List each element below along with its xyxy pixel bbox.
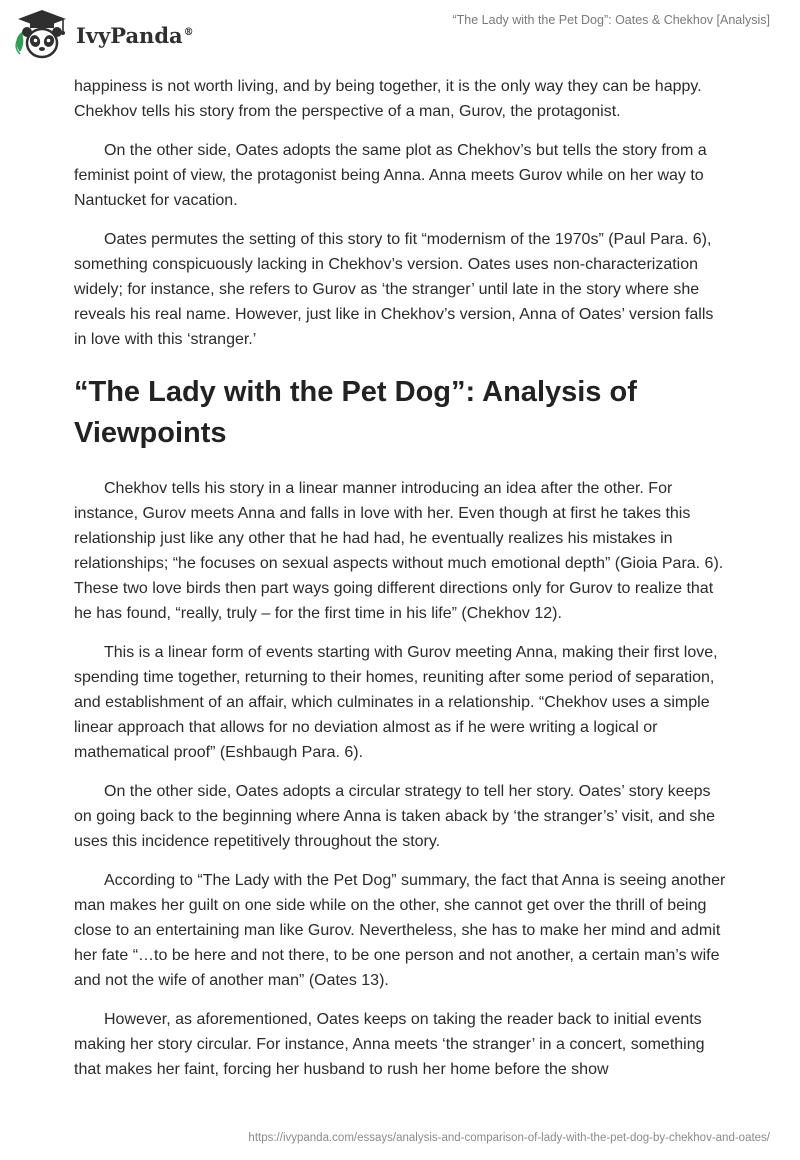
source-url[interactable]: https://ivypanda.com/essays/analysis-and-comparison-of-lady-with-the-pet-dog-by-chekhov-and-oates/ [248,1132,770,1144]
brand-name [76,23,194,48]
section-heading: “The Lady with the Pet Dog”: Analysis of Viewpoints [74,376,637,449]
paragraph: This is a linear form of events starting with Gurov meeting Anna, making their first love, spending time together, returning to their homes, reuniting after some period of separation, and establishment of an affair, which culminates in a relationship. “Chekhov uses a simple linear approach that allows for no deviation almost as if he were writing a logical or mathematical proof” (Eshbaugh Para. 6). [74,644,718,761]
ivypanda-logo[interactable] [14,8,194,60]
paragraph: On the other side, Oates adopts a circular strategy to tell her story. Oates’ story keeps on going back to the beginning where Anna is taken aback by ‘the stranger’s’ visit, and she uses this incidence repetitively throughout the story. [74,783,716,850]
paragraph: Chekhov tells his story in a linear manner introducing an idea after the other. For instance, Gurov meets Anna and falls in love with her. Even though at first he takes this relationship just like any other that he had had, he eventually realizes his mistakes in relationships; “he focuses on sexual aspects without much emotional depth” (Gioia Para. 6). These two love birds then part ways going different directions only for Gurov to realize that he has found, “really, truly – for the first time in his life” (Chekhov 12). [74,480,724,622]
paragraph: Oates permutes the setting of this story to fit “modernism of the 1970s” (Paul Para. 6), something conspicuously lacking in Chekhov’s version. Oates uses non-characterization widely; for instance, she refers to Gurov as ‘the stranger’ until late in the story where she reveals his real name. However, just like in Chekhov’s version, Anna of Oates’ version falls in love with this ‘stranger.’ [74,231,714,348]
paragraph: However, as aforementioned, Oates keeps on taking the reader back to initial events making her story circular. For instance, Anna meets ‘the stranger’ in a concert, something that makes her faint, forcing her husband to rush her home before the show [74,1011,705,1078]
paragraph: happiness is not worth living, and by being together, it is the only way they can be happy. Chekhov tells his story from the perspective of a man, Gurov, the protagonist. [74,78,702,120]
paragraph: On the other side, Oates adopts the same plot as Chekhov’s but tells the story from a feminist point of view, the protagonist being Anna. Anna meets Gurov while on her way to Nantucket for vacation. [74,142,707,209]
page-header [0,0,800,70]
paragraph: According to “The Lady with the Pet Dog” summary, the fact that Anna is seeing another man makes her guilt on one side while on the other, she cannot get over the thrill of being close to an entertaining man like Gurov. Nevertheless, she has to make her mind and admit her fate “…to be here and not there, to be one person and not another, a certain man’s wife and not the wife of another man” (Oates 13). [74,872,726,989]
essay-content [74,74,730,1096]
panda-graduate-icon [14,8,70,60]
brand-name-text: IvyPanda [76,22,183,48]
document-title: “The Lady with the Pet Dog”: Oates & Chekhov [Analysis] [452,13,770,27]
brand-registered-mark: ® [183,26,194,38]
